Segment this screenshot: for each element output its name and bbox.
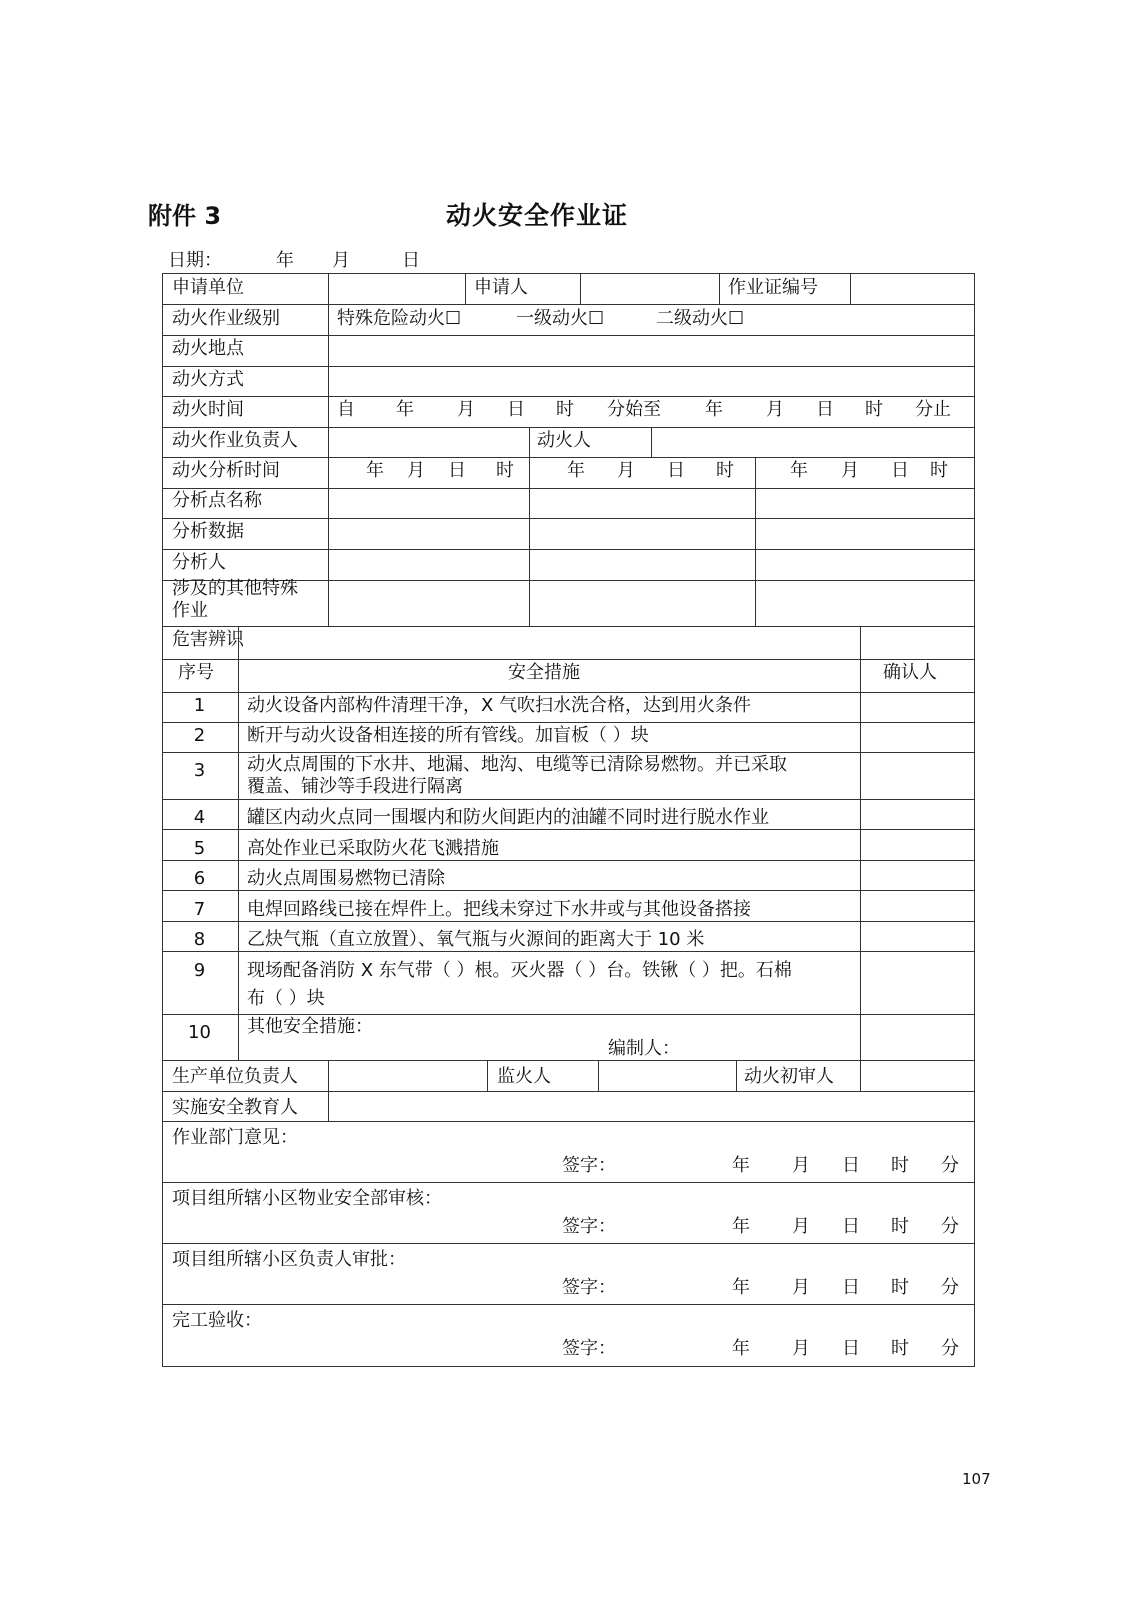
sign-hour: 时 — [891, 1338, 909, 1359]
measure-no: 4 — [193, 807, 206, 828]
row-line — [163, 335, 974, 336]
section-leader-approval: 项目组所辖小区负责人审批： — [172, 1249, 406, 1270]
hazard-label: 危害辨识 — [172, 629, 244, 650]
sign-minute: 分 — [941, 1216, 959, 1237]
apply-unit-label: 申请单位 — [172, 277, 244, 298]
measure-no: 8 — [193, 929, 206, 950]
analysis-point-label: 分析点名称 — [172, 490, 262, 511]
time-part: 时 — [556, 399, 574, 420]
measure-text: 罐区内动火点同一围堰内和防火间距内的油罐不同时进行脱水作业 — [247, 807, 769, 828]
analysis-day: 日 — [891, 460, 909, 481]
measure-text: 动火设备内部构件清理干净，X 气吹扫水洗合格，达到用火条件 — [247, 695, 752, 716]
safety-edu-label: 实施安全教育人 — [172, 1097, 298, 1118]
sign-month: 月 — [792, 1338, 810, 1359]
page-title: 动火安全作业证 — [446, 201, 629, 230]
prod-leader-label: 生产单位负责人 — [172, 1066, 298, 1087]
row-line — [163, 396, 974, 397]
sign-label: 签字： — [562, 1155, 616, 1176]
sign-label: 签字： — [562, 1277, 616, 1298]
row-line — [163, 304, 974, 305]
date-month: 月 — [332, 250, 350, 271]
analysis-year: 年 — [790, 460, 808, 481]
col-line — [860, 626, 861, 1060]
col-confirm-header: 确认人 — [883, 662, 937, 683]
sign-minute: 分 — [941, 1155, 959, 1176]
measure-no: 3 — [193, 760, 206, 781]
col-line — [651, 427, 652, 457]
sign-year: 年 — [732, 1155, 750, 1176]
col-line — [465, 274, 466, 304]
measure-text: 动火点周围易燃物已清除 — [247, 868, 445, 889]
row-line — [163, 427, 974, 428]
analysis-day: 日 — [667, 460, 685, 481]
sign-day: 日 — [842, 1338, 860, 1359]
row-line — [163, 1182, 974, 1183]
analysis-year: 年 — [567, 460, 585, 481]
analysis-hour: 时 — [716, 460, 734, 481]
sign-minute: 分 — [941, 1277, 959, 1298]
row-line — [163, 890, 974, 891]
measure-no: 6 — [193, 868, 206, 889]
sign-day: 日 — [842, 1216, 860, 1237]
date-label: 日期： — [168, 250, 222, 271]
row-line — [163, 659, 974, 660]
row-line — [163, 722, 974, 723]
other-special-label-2: 作业 — [172, 600, 208, 621]
col-line — [529, 427, 530, 457]
analyst-label: 分析人 — [172, 552, 226, 573]
sign-year: 年 — [732, 1216, 750, 1237]
operator-label: 动火人 — [537, 430, 591, 451]
date-line — [168, 246, 420, 272]
sign-day: 日 — [842, 1277, 860, 1298]
leader-label: 动火作业负责人 — [172, 430, 298, 451]
measure-text: 电焊回路线已接在焊件上。把线未穿过下水井或与其他设备搭接 — [247, 899, 751, 920]
time-part: 分始至 — [607, 399, 661, 420]
measure-text: 高处作业已采取防火花飞溅措施 — [247, 838, 499, 859]
measure-text-2: 覆盖、铺沙等手段进行隔离 — [247, 776, 463, 797]
measure-text: 动火点周围的下水井、地漏、地沟、电缆等已清除易燃物。并已采取 — [247, 754, 787, 775]
analysis-year: 年 — [366, 460, 384, 481]
level-option-first[interactable]: 一级动火☐ — [516, 308, 605, 329]
row-line — [163, 1014, 974, 1015]
row-line — [163, 1304, 974, 1305]
sign-year: 年 — [732, 1338, 750, 1359]
row-line — [163, 549, 974, 550]
row-line — [163, 829, 974, 830]
sign-label: 签字： — [562, 1338, 616, 1359]
measure-no: 9 — [193, 960, 206, 981]
col-line — [755, 457, 756, 626]
col-line — [719, 274, 720, 304]
row-line — [163, 1060, 974, 1061]
col-line — [487, 1060, 488, 1091]
sign-hour: 时 — [891, 1277, 909, 1298]
time-part: 日 — [816, 399, 834, 420]
row-line — [163, 799, 974, 800]
measure-no: 10 — [188, 1022, 211, 1043]
row-line — [163, 1121, 974, 1122]
other-special-label: 涉及的其他特殊 — [172, 578, 298, 599]
sign-year: 年 — [732, 1277, 750, 1298]
col-line — [238, 626, 239, 1060]
measure-text: 其他安全措施： — [247, 1016, 373, 1037]
time-part: 年 — [705, 399, 723, 420]
analysis-time-label: 动火分析时间 — [172, 460, 280, 481]
time-part: 年 — [396, 399, 414, 420]
measure-text-2: 布（ ）块 — [247, 988, 325, 1009]
time-label: 动火时间 — [172, 399, 244, 420]
level-option-special[interactable]: 特殊危险动火☐ — [337, 308, 462, 329]
col-line — [580, 274, 581, 304]
col-line — [736, 1060, 737, 1091]
method-label: 动火方式 — [172, 369, 244, 390]
analysis-data-label: 分析数据 — [172, 521, 244, 542]
analysis-hour: 时 — [930, 460, 948, 481]
col-no-header: 序号 — [178, 662, 214, 683]
row-line — [163, 366, 974, 367]
time-part: 时 — [865, 399, 883, 420]
location-label: 动火地点 — [172, 338, 244, 359]
row-line — [163, 951, 974, 952]
level-label: 动火作业级别 — [172, 308, 280, 329]
measure-text: 现场配备消防 X 东气带（ ）根。灭火器（ ）台。铁锹（ ）把。石棉 — [247, 960, 792, 981]
row-line — [163, 921, 974, 922]
col-line — [598, 1060, 599, 1091]
sign-day: 日 — [842, 1155, 860, 1176]
col-line — [328, 1060, 329, 1121]
row-line — [163, 1243, 974, 1244]
col-line — [860, 1060, 861, 1091]
measure-no: 7 — [193, 899, 206, 920]
sign-month: 月 — [792, 1155, 810, 1176]
compiler-label: 编制人： — [608, 1038, 680, 1059]
date-day: 日 — [402, 250, 420, 271]
row-line — [163, 488, 974, 489]
measure-no: 1 — [193, 695, 206, 716]
sign-hour: 时 — [891, 1216, 909, 1237]
measure-no: 2 — [193, 725, 206, 746]
analysis-month: 月 — [407, 460, 425, 481]
measure-text: 乙炔气瓶（直立放置）、氧气瓶与火源间的距离大于 10 米 — [247, 929, 705, 950]
col-line — [529, 457, 530, 626]
sign-label: 签字： — [562, 1216, 616, 1237]
sign-hour: 时 — [891, 1155, 909, 1176]
col-measure-header: 安全措施 — [508, 662, 580, 683]
attachment-label: 附件 3 — [148, 202, 222, 230]
fire-watch-label: 监火人 — [497, 1066, 551, 1087]
date-year: 年 — [276, 250, 294, 271]
level-option-second[interactable]: 二级动火☐ — [656, 308, 745, 329]
first-review-label: 动火初审人 — [744, 1066, 834, 1087]
analysis-month: 月 — [617, 460, 635, 481]
applicant-label: 申请人 — [474, 277, 528, 298]
sign-month: 月 — [792, 1277, 810, 1298]
time-part: 月 — [457, 399, 475, 420]
section-dept-opinion: 作业部门意见： — [172, 1127, 298, 1148]
row-line — [163, 457, 974, 458]
row-line — [163, 860, 974, 861]
section-safety-review: 项目组所辖小区物业安全部审核： — [172, 1188, 442, 1209]
row-line — [163, 518, 974, 519]
row-line — [163, 626, 974, 627]
col-line — [328, 274, 329, 626]
page-number: 107 — [962, 1470, 991, 1488]
permit-no-label: 作业证编号 — [728, 277, 818, 298]
measure-no: 5 — [193, 838, 206, 859]
row-line — [163, 752, 974, 753]
row-line — [163, 692, 974, 693]
measure-text: 断开与动火设备相连接的所有管线。加盲板（ ）块 — [247, 725, 649, 746]
sign-minute: 分 — [941, 1338, 959, 1359]
section-completion: 完工验收： — [172, 1310, 262, 1331]
analysis-day: 日 — [448, 460, 466, 481]
time-part: 自 — [337, 399, 355, 420]
analysis-hour: 时 — [496, 460, 514, 481]
time-part: 月 — [766, 399, 784, 420]
time-part: 日 — [507, 399, 525, 420]
sign-month: 月 — [792, 1216, 810, 1237]
time-part: 分止 — [915, 399, 951, 420]
analysis-month: 月 — [841, 460, 859, 481]
col-line — [850, 274, 851, 304]
row-line — [163, 1091, 974, 1092]
